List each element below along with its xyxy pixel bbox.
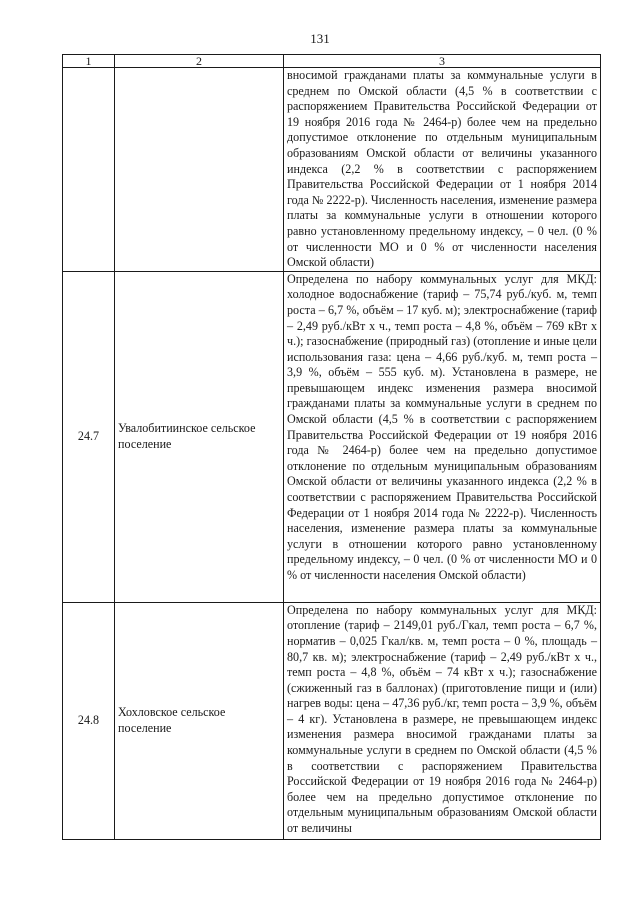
row-description (284, 271, 601, 602)
table-row (63, 68, 601, 272)
row-number: 24.8 (63, 602, 115, 839)
row-description (284, 602, 601, 839)
row-description (284, 68, 601, 272)
column-header-number: 1 (63, 55, 115, 68)
column-header-name: 2 (115, 55, 284, 68)
municipality-name: Хохловское сельское поселение (115, 602, 284, 839)
row-description-text: Определена по набору коммунальных услуг для МКД: отопление (тариф – 2149,01 руб./Гкал, темп роста – 6,7 %, норматив – 0,025 Гкал/кв. м, темп роста – 0 %, площадь – 80,7 кв. м); электроснабжение (тариф – 2,49 руб./кВт х ч., темп роста – 4,8 %, объём – 74 кВт х ч.); газоснабжение (сжиженный газ в баллонах) (приготовление пищи и (или) нагрев воды: цена – 47,36 руб./кг, темп роста – 3,9 %, объём – 4 кг). Установлена в размере, не превышающем индекс изменения размера вносимой гражданами платы за коммунальные услуги в среднем по Омской области (4,5 % в соответствии с распоряжением Правительства Российской Федерации от 19 ноября 2016 года № 2464-р) более чем на предельно допустимое отклонение по отдельным муниципальным образованиям Омской области от величины (287, 602, 597, 836)
table-header-row (63, 55, 601, 68)
municipality-name (115, 68, 284, 272)
row-description-text: Определена по набору коммунальных услуг для МКД: холодное водоснабжение (тариф – 75,74 руб./куб. м, темп роста – 6,7 %, объём – 17 куб. м); электроснабжение (тариф – 2,49 руб./кВт х ч., темп роста – 4,8 %, объём – 769 кВт х ч.); газоснабжение (природный газ) (отопление и иные цели использования газа: цена – 4,66 руб./куб. м, темп роста – 3,9 %, объём – 555 куб. м). Установлена в размере, не превышающем индекс изменения размера вносимой гражданами платы за коммунальные услуги в среднем по Омской области (4,5 % в соответствии с распоряжением Правительства Российской Федерации от 19 ноября 2016 года № 2464-р) более чем на предельно допустимое отклонение по отдельным муниципальным образованиям Омской области от величины указанного индекса (2,2 % в соответствии с распоряжением Правительства Российской Федерации от 1 ноября 2014 года № 2222-р). Численность населения, изменение размера платы за коммунальные услуги в отношении которого равно установленному предельному индексу, – 0 чел. (0 % от численности МО и 0 % от численности населения Омской области) (287, 271, 597, 582)
document-table (62, 54, 601, 840)
municipality-name: Увалобитиинское сельское поселение (115, 271, 284, 602)
page-number: 131 (310, 31, 330, 46)
row-description-text: вносимой гражданами платы за коммунальные услуги в среднем по Омской области (4,5 % в соответствии с распоряжением Правительства Российской Федерации от 19 ноября 2016 года № 2464-р) более чем на предельно допустимое отклонение по отдельным муниципальным образованиям Омской области от величины указанного индекса (2,2 % в соответствии с распоряжением Правительства Российской Федерации от 1 ноября 2014 года № 2222-р). Численность населения, изменение размера платы за коммунальные услуги в отношении которого равно установленному предельному индексу, – 0 чел. (0 % от численности МО и 0 % от численности населения Омской области) (287, 68, 597, 270)
table-row (63, 602, 601, 839)
table-row (63, 271, 601, 602)
row-number (63, 68, 115, 272)
row-number: 24.7 (63, 271, 115, 602)
column-header-text: 3 (284, 55, 601, 68)
